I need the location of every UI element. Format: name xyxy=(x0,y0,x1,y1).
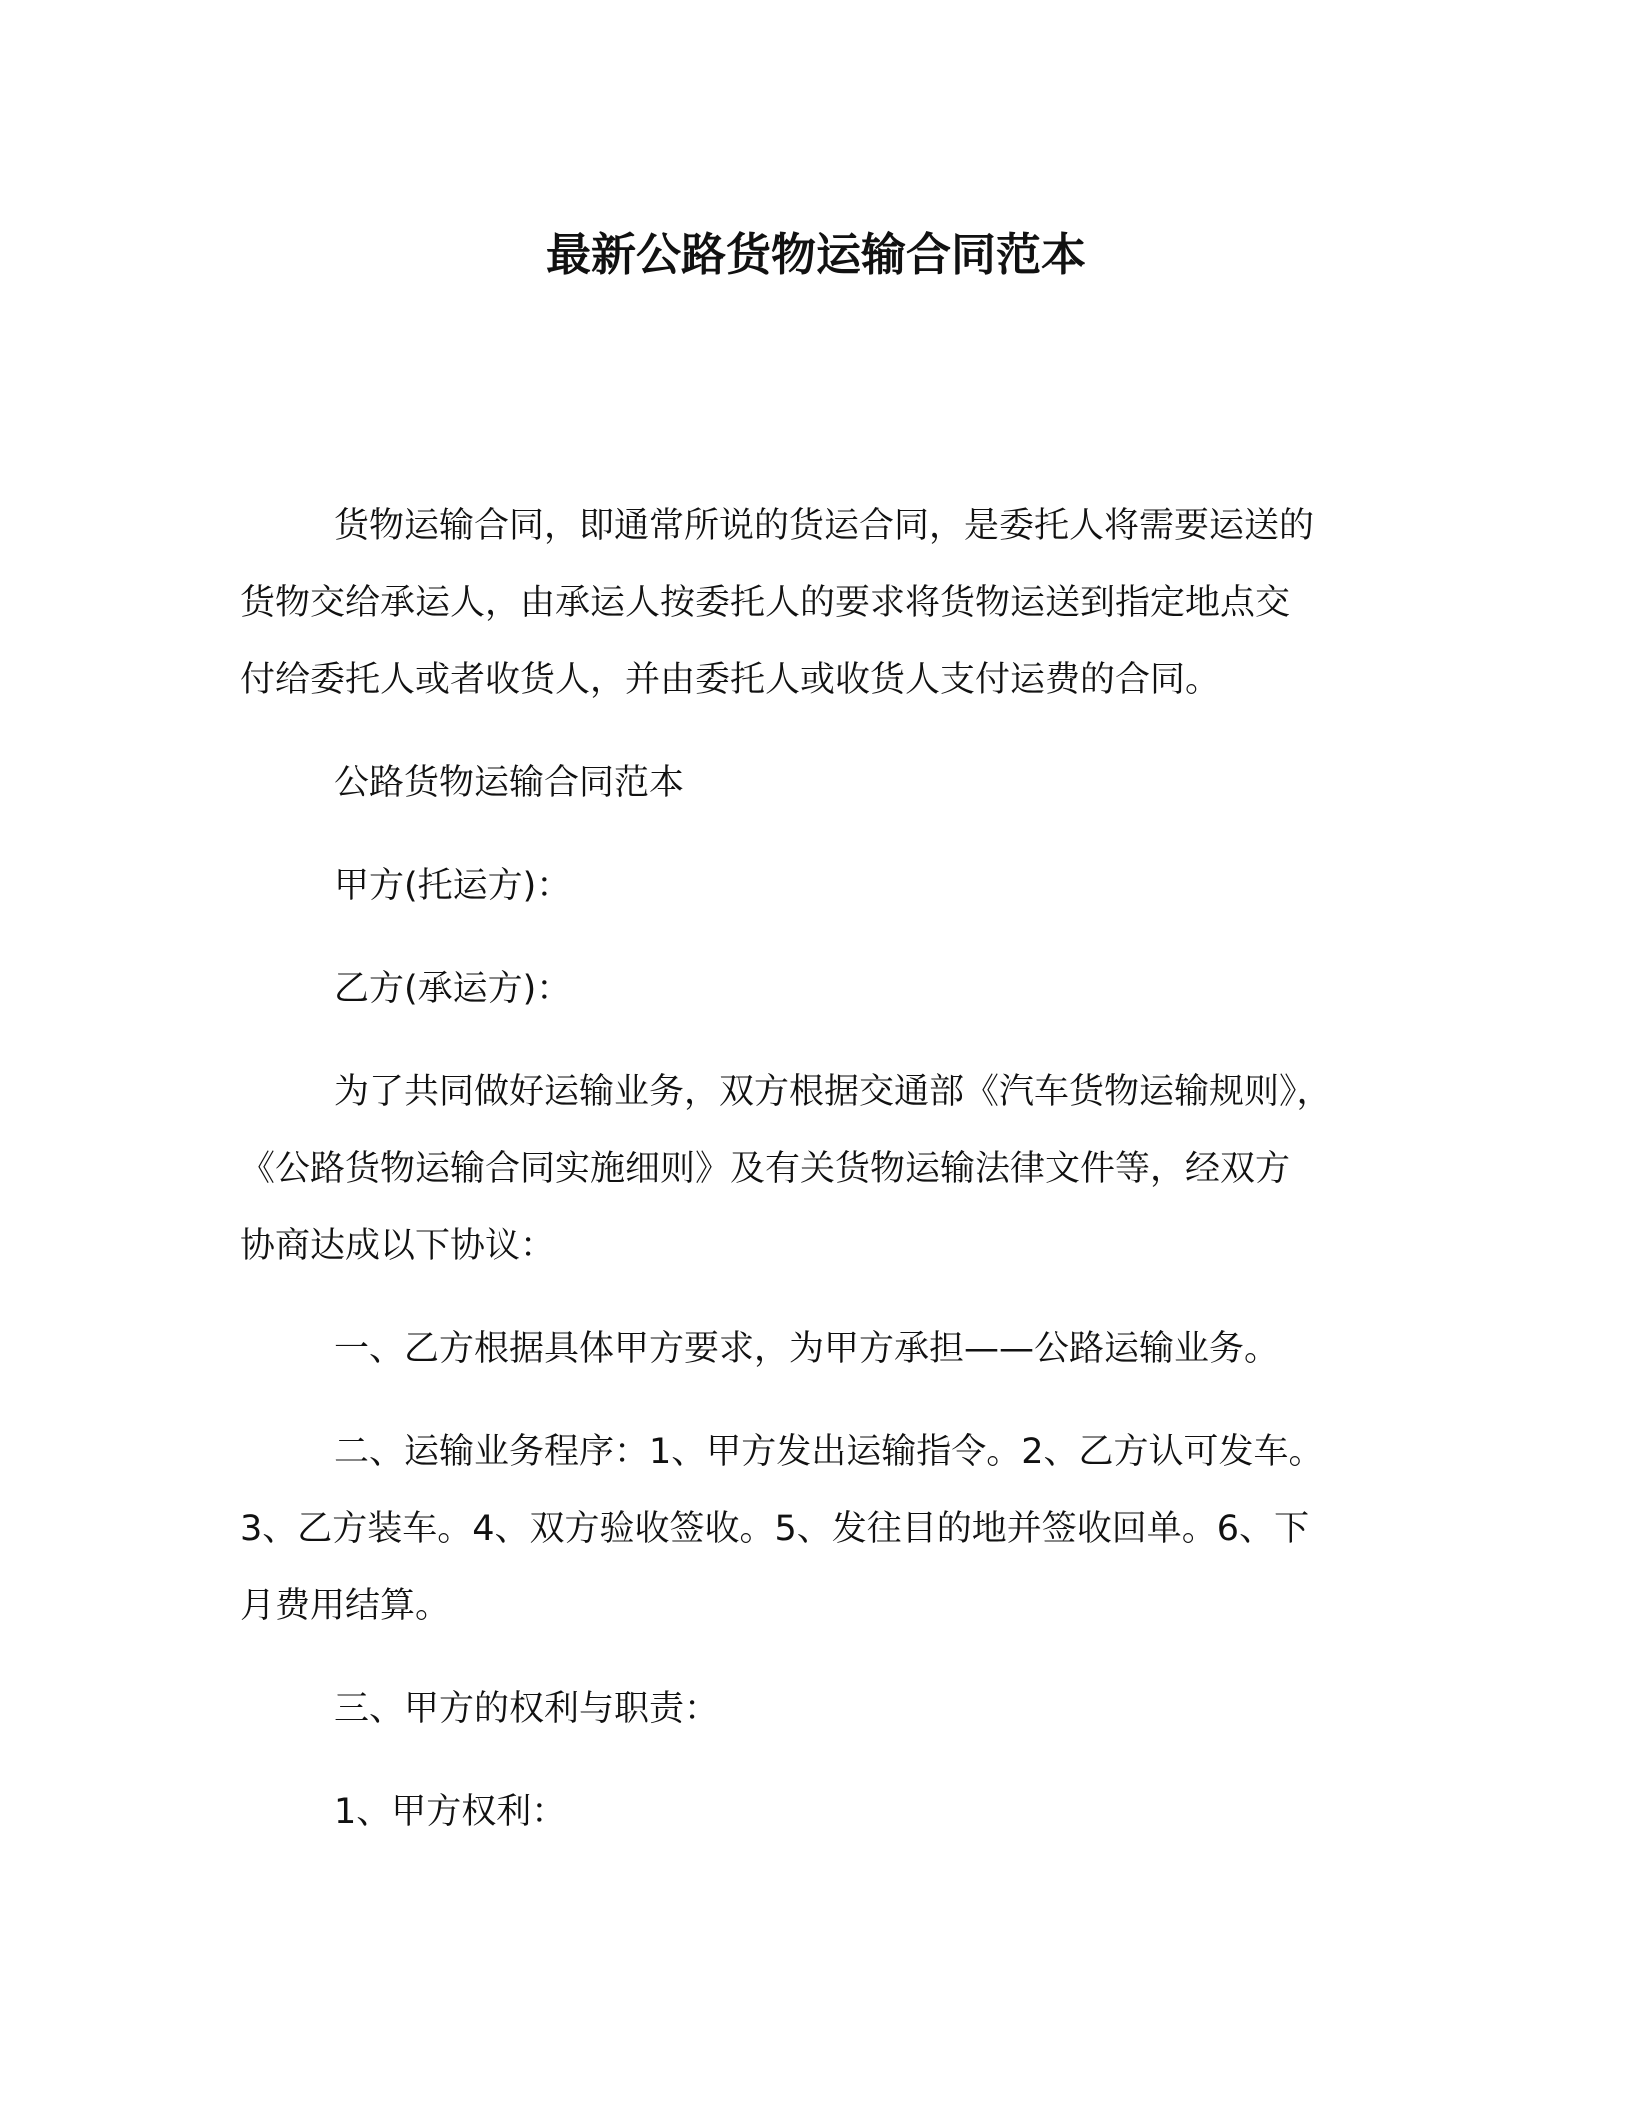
paragraph-party-a xyxy=(240,848,1370,925)
text-line: 3、乙方装车。4、双方验收签收。5、发往目的地并签收回单。6、下 xyxy=(240,1509,1310,1549)
paragraph-preamble xyxy=(240,1054,1370,1285)
paragraph-definition xyxy=(240,488,1370,719)
text-line: 货物运输合同，即通常所说的货运合同，是委托人将需要运送的 xyxy=(334,506,1315,546)
paragraph-clause-1 xyxy=(240,1311,1370,1388)
document-title: 最新公路货物运输合同范本 xyxy=(545,228,1086,281)
paragraph-party-b xyxy=(240,951,1370,1028)
text-line: 《公路货物运输合同实施细则》及有关货物运输法律文件等，经双方 xyxy=(240,1149,1291,1189)
text-line: 公路货物运输合同范本 xyxy=(334,763,685,803)
text-line: 乙方(承运方)： xyxy=(334,969,572,1009)
text-line: 为了共同做好运输业务，双方根据交通部《汽车货物运输规则》， xyxy=(334,1072,1332,1112)
text-line: 二、运输业务程序：1、甲方发出运输指令。2、乙方认可发车。 xyxy=(334,1432,1324,1472)
paragraph-subtitle xyxy=(240,745,1370,822)
paragraph-clause-2 xyxy=(240,1414,1370,1645)
text-line: 协商达成以下协议： xyxy=(240,1226,556,1266)
document-body xyxy=(240,488,1370,1851)
paragraph-clause-3 xyxy=(240,1671,1370,1748)
text-line: 甲方(托运方)： xyxy=(334,866,572,906)
text-line: 三、甲方的权利与职责： xyxy=(334,1689,720,1729)
text-line: 月费用结算。 xyxy=(240,1586,451,1626)
text-line: 一、乙方根据具体甲方要求，为甲方承担——公路运输业务。 xyxy=(334,1329,1280,1369)
text-line: 付给委托人或者收货人，并由委托人或收货人支付运费的合同。 xyxy=(240,660,1221,700)
text-line: 货物交给承运人，由承运人按委托人的要求将货物运送到指定地点交 xyxy=(240,583,1291,623)
paragraph-clause-3-1 xyxy=(240,1774,1370,1851)
text-line: 1、甲方权利： xyxy=(334,1792,567,1832)
